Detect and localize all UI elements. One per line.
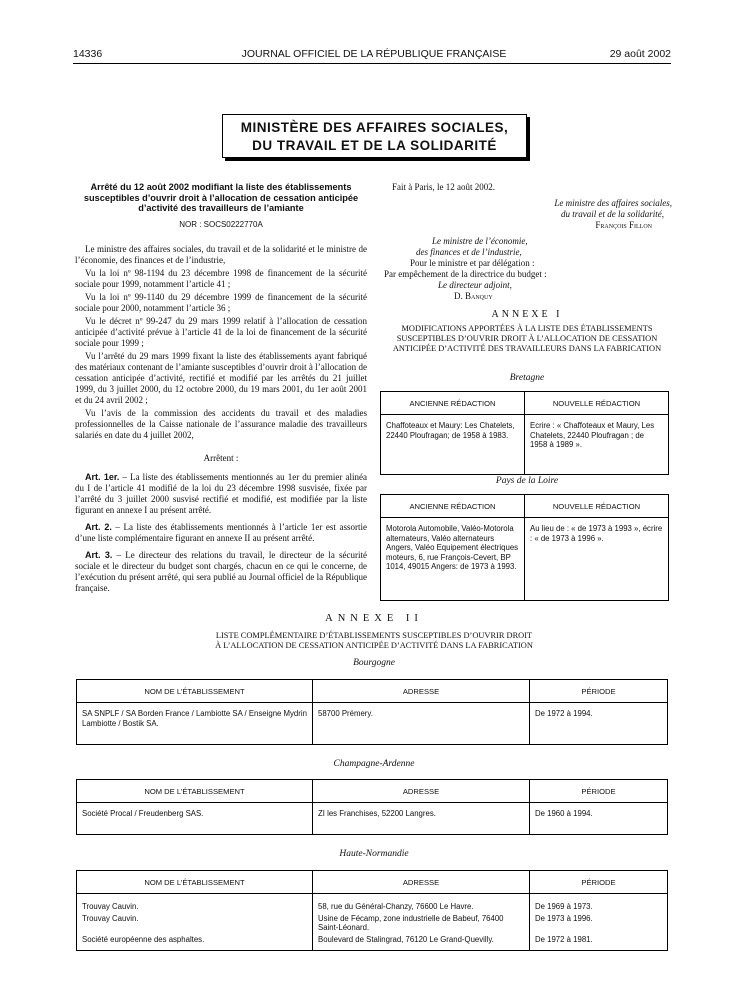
col-new: NOUVELLE RÉDACTION — [525, 392, 669, 415]
col-new: NOUVELLE RÉDACTION — [525, 495, 669, 518]
minister-2-title-1: Le ministre de l’économie, — [432, 236, 528, 246]
table-row — [381, 415, 669, 475]
col-name: NOM DE L’ÉTABLISSEMENT — [77, 871, 313, 894]
cell-name: Trouvay Cauvin. — [77, 912, 313, 933]
minister-2-title-2: des finances et de l’industrie, — [416, 247, 522, 257]
header-rule — [73, 63, 671, 64]
ministry-box — [222, 114, 527, 158]
col-old: ANCIENNE RÉDACTION — [381, 392, 525, 415]
table-header — [77, 780, 668, 803]
cell-old: Chaffoteaux et Maury: Les Chatelets, 22440 Ploufragan; de 1958 à 1983. — [381, 415, 525, 475]
signature-block — [382, 182, 672, 354]
ministry-line-1: MINISTÈRE DES AFFAIRES SOCIALES, — [240, 120, 509, 135]
cell-period: De 1972 à 1981. — [530, 933, 668, 951]
journal-title: JOURNAL OFFICIEL DE LA RÉPUBLIQUE FRANÇAISE — [241, 48, 507, 60]
annexe-2-heading-1: LISTE COMPLÉMENTAIRE D’ÉTABLISSEMENTS SUSCEPTIBLES D’OUVRIR DROIT — [215, 631, 533, 640]
cell-name: SA SNPLF / SA Borden France / Lambiotte SA / Enseigne Mydrin Lambiotte / Bostik SA. — [77, 703, 313, 745]
annexe-2-table-bourgogne — [76, 679, 668, 745]
deputy-title: Le directeur adjoint, — [438, 280, 512, 290]
issue-date: 29 août 2002 — [609, 48, 671, 60]
table-header — [77, 871, 668, 894]
table-header — [77, 680, 668, 703]
arrete-column — [75, 182, 367, 596]
table-row — [77, 894, 668, 912]
deputy-name: D. Banquy — [454, 291, 493, 301]
delegation-2: Par empêchement de la directrice du budget : — [384, 269, 547, 279]
cell-address: 58700 Prémery. — [313, 703, 530, 745]
delegation-1: Pour le ministre et par délégation : — [410, 258, 535, 268]
table-row — [77, 803, 668, 835]
col-address: ADRESSE — [313, 780, 530, 803]
cell-period: De 1973 à 1996. — [530, 912, 668, 933]
article-2: Art. 2. – La liste des établissements mentionnés à l’article 1er est assortie d’une liste complémentaire figurant en annexe II au présent arrêté. — [75, 521, 367, 543]
annexe-1-title: ANNEXE I — [491, 309, 563, 320]
arrete-title: Arrêté du 12 août 2002 modifiant la liste des établissements susceptibles d’ouvrir droit à l’allocation de cessation anticipée d’activité des travailleurs de l’amiante — [83, 182, 359, 213]
table-header — [381, 495, 669, 518]
col-name: NOM DE L’ÉTABLISSEMENT — [77, 680, 313, 703]
cell-address: 58, rue du Général-Chanzy, 76600 Le Havre. — [313, 894, 530, 912]
table-row — [77, 912, 668, 933]
arretent: Arrêtent : — [203, 452, 239, 463]
annexe-1-heading: MODIFICATIONS APPORTÉES À LA LISTE DES ÉTABLISSEMENTS SUSCEPTIBLES D’OUVRIR DROIT À L’ALLOCATION DE CESSATION ANTICIPÉE D’ACTIVITÉ DES TRAVAILLEURS DANS LA FABRICATION — [392, 324, 662, 353]
visa-4: Vu l’arrêté du 29 mars 1999 fixant la liste des établissements ayant fabriqué des matériaux contenant de l’amiante susceptibles d’ouvrir droit à l’allocation de cessation anticipée d’activité, rectifié et modifié par les arrêtés du 21 juillet 1999, du 3 juillet 2000, du 12 octobre 2000, du 19 mars 2001, du 1er août 2001 et du 24 avril 2002 ; — [75, 350, 367, 405]
table-row — [77, 933, 668, 951]
cell-name: Trouvay Cauvin. — [77, 894, 313, 912]
cell-address: Usine de Fécamp, zone industrielle de Babeuf, 76400 Saint-Léonard. — [313, 912, 530, 933]
cell-period: De 1972 à 1994. — [530, 703, 668, 745]
annexe-1-table-pays-de-la-loire — [380, 494, 669, 601]
table-row — [77, 703, 668, 745]
col-period: PÉRIODE — [530, 871, 668, 894]
col-period: PÉRIODE — [530, 780, 668, 803]
cell-name: Société Procal / Freudenberg SAS. — [77, 803, 313, 835]
nor-reference: NOR : SOCS0222770A — [179, 219, 263, 229]
col-address: ADRESSE — [313, 871, 530, 894]
region-haute-normandie: Haute-Normandie — [339, 849, 409, 859]
col-old: ANCIENNE RÉDACTION — [381, 495, 525, 518]
article-3: Art. 3. – Le directeur des relations du travail, le directeur de la sécurité sociale et le directeur du budget sont chargés, chacun en ce qui le concerne, de l’exécution du présent arrêté, qui sera publié au Journal officiel de la République française. — [75, 549, 367, 593]
cell-address: Boulevard de Stalingrad, 76120 Le Grand-Quevilly. — [313, 933, 530, 951]
article-1: Art. 1er. – La liste des établissements mentionnés au 1er du premier alinéa du I de l’article 41 modifié de la loi du 23 décembre 1998 susvisée, fixée par l’arrêté du 3 juillet 2000 susvisé rectifié et modifié, est modifiée par la liste figurant en annexe I au présent arrêté. — [75, 471, 367, 515]
region-bourgogne: Bourgogne — [353, 658, 395, 668]
annexe-2-title: ANNEXE II — [325, 613, 423, 624]
cell-name: Société européenne des asphaltes. — [77, 933, 313, 951]
cell-address: ZI les Franchises, 52200 Langres. — [313, 803, 530, 835]
visa-2: Vu la loi nº 99-1140 du 29 décembre 1999 de financement de la sécurité sociale pour 2000, notamment l’article 36 ; — [75, 291, 367, 313]
col-period: PÉRIODE — [530, 680, 668, 703]
annexe-1-table-bretagne — [380, 391, 669, 475]
region-pays-de-la-loire: Pays de la Loire — [495, 476, 559, 486]
cell-old: Motorola Automobile, Valéo-Motorola alternateurs, Valéo alternateurs Angers, Valéo Equipement électriques moteurs, 6, rue François-Cevert, BP 1014, 49015 Angers: de 1973 à 1993. — [381, 518, 525, 601]
visa-1: Vu la loi nº 98-1194 du 23 décembre 1998 de financement de la sécurité sociale pour 1999, notamment l’article 41 ; — [75, 267, 367, 289]
annexe-2-table-haute-normandie — [76, 870, 668, 951]
page-number: 14336 — [73, 48, 103, 60]
region-bretagne: Bretagne — [509, 373, 545, 383]
visa-3: Vu le décret nº 99-247 du 29 mars 1999 relatif à l’allocation de cessation anticipée d’activité prévue à l’article 41 de la loi de financement de la sécurité sociale pour 1999 ; — [75, 315, 367, 348]
cell-period: De 1960 à 1994. — [530, 803, 668, 835]
minister-1-title-1: Le ministre des affaires sociales, — [554, 198, 672, 208]
table-header — [381, 392, 669, 415]
minister-1-title-2: du travail et de la solidarité, — [561, 209, 664, 219]
col-name: NOM DE L’ÉTABLISSEMENT — [77, 780, 313, 803]
annexe-2-table-champagne-ardenne — [76, 779, 668, 835]
visa-5: Vu l’avis de la commission des accidents du travail et des maladies professionnelles de la Caisse nationale de l’assurance maladie des travailleurs salariés en date du 4 juillet 2002, — [75, 407, 367, 440]
cell-new: Au lieu de : « de 1973 à 1993 », écrire : « de 1973 à 1996 ». — [525, 518, 669, 601]
preamble: Le ministre des affaires sociales, du travail et de la solidarité et le ministre de l’économie, des finances et de l’industrie, — [75, 243, 367, 265]
ministry-line-2: DU TRAVAIL ET DE LA SOLIDARITÉ — [252, 138, 497, 153]
fait-a-paris: Fait à Paris, le 12 août 2002. — [392, 182, 495, 192]
minister-1-name: François Fillon — [595, 220, 652, 230]
table-row — [381, 518, 669, 601]
annexe-2-heading-2: À L’ALLOCATION DE CESSATION ANTICIPÉE D’ACTIVITÉ DANS LA FABRICATION — [215, 641, 533, 650]
cell-new: Ecrire : « Chaffoteaux et Maury, Les Chatelets, 22440 Ploufragan ; de 1958 à 1989 ». — [525, 415, 669, 475]
col-address: ADRESSE — [313, 680, 530, 703]
region-champagne-ardenne: Champagne-Ardenne — [333, 759, 415, 769]
cell-period: De 1969 à 1973. — [530, 894, 668, 912]
